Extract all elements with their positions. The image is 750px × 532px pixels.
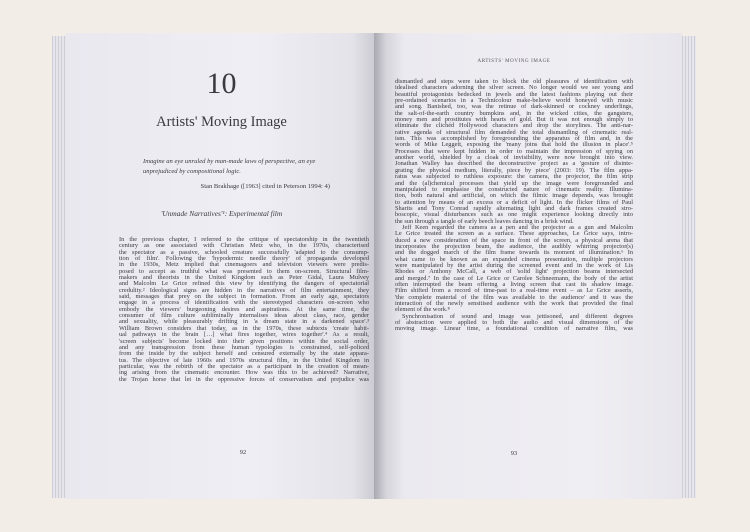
text-line: money men and prostitutes with hearts of gold. But it was not enough simply to — [395, 116, 633, 124]
page-number-right: 93 — [510, 450, 518, 457]
text-line: dismantled and steps were taken to block the old pleasures of identification with — [395, 78, 633, 85]
right-page-edges — [680, 36, 696, 498]
text-line: the Trojan horse that let in the oppressive forces of conservatism and prejudice was — [119, 375, 369, 383]
page-number-left: 92 — [239, 449, 247, 456]
text-line: what came to be known as an expanded cinema presentation, multiple projectors — [395, 255, 633, 263]
text-line: grating the physical medium, literally, piece by piece' (2003: 19). The film appa- — [395, 166, 633, 174]
text-line: tion, both natural and artificial, on which the filmic image depends, was brought — [395, 192, 633, 200]
text-line: the salt-of-the-earth country bumpkins and, in the wicked cities, the gangsters, — [395, 109, 633, 117]
chapter-number: 10 — [206, 67, 237, 100]
text-line: in the 1930s, Metz implied that cinemagoers and television viewers were predis- — [119, 261, 369, 269]
text-line: Jonathan Walley has described the deconstructive project as a 'gesture of disinte- — [395, 160, 633, 168]
text-line: ing arising from the cinematic encounter. How was this to be achieved? Narrative, — [119, 369, 369, 377]
text-line: tion of film'. Following the 'hypodermic needle theory' of propaganda developed — [119, 255, 369, 263]
text-line: and the dogged march of the film frame towards its moment of illumination.⁶ In — [395, 249, 633, 257]
text-line: and sexuality, while pleasurably drifting in 'a dream state in a darkened space'.³ — [119, 318, 369, 326]
text-line: to attention by means of an excess or a deficit of light. In the flicker films of Paul — [395, 198, 633, 206]
text-line: William Brown considers that today, as in the 1970s, these subtexts 'create habit- — [119, 324, 369, 332]
text-line: century as one associated with Christian Metz who, in the 1970s, characterised — [119, 242, 369, 250]
text-line: element of the work.⁸ — [395, 306, 450, 314]
text-line: tus. The objective of late 1960s and 1970s structural film, in the United Kingdom in — [119, 356, 369, 364]
text-line: and song. Banished, too, was the retinue of dark-skinned or cockney underlings, — [395, 103, 633, 111]
text-line: interaction of the newly sensitised audience with the work that provided the final — [395, 300, 633, 308]
text-line: and any transgression from these human typologies is constrained, self-policed — [119, 343, 369, 351]
text-line: Le Grice treated the screen as a surface. These approaches, Le Grice says, intro- — [395, 230, 633, 238]
text-line: ism. This was accomplished by foregrounding the apparatus of film and, in the — [395, 135, 633, 143]
text-line: posed to accept as truthful what was presented to them on-screen. Structural film- — [119, 267, 369, 275]
running-head: ARTISTS' MOVING IMAGE — [477, 59, 551, 64]
text-line: makers and theorists in the United Kingdom such as Peter Gidal, Laura Mulvey — [119, 274, 369, 282]
text-line: moving image. Linear time, a foundational condition of narrative film, was — [395, 325, 633, 333]
text-line: credulity.² Ideological signs are hidden in the narratives of film entertainment, they — [119, 286, 369, 294]
text-line: and merged.⁷ In the case of Le Grice or Carolee Schneemann, the body of the artist — [395, 274, 633, 282]
text-line: were manipulated by the artist during the screened event and in the work of Lis — [395, 261, 633, 269]
right-page-body — [395, 78, 633, 332]
text-line: Rhodes or Anthony McCall, a web of 'solid light' projection beams intersected — [395, 268, 633, 276]
text-line: often interrupted the beam offering a living screen that cast its shadow image. — [395, 281, 633, 288]
text-line: the spectator as a passive, schooled creature successfully 'adapted to the consump- — [119, 248, 369, 256]
text-line: Sharits and Tony Conrad rapidly alternating light and dark frames created stro- — [395, 204, 633, 212]
text-line: eliminate the clichéd Hollywood characters and drop the storylines. The anti-nar- — [395, 122, 633, 130]
text-line: particular, was the rebirth of the spectator as a participant in the creation of mean- — [119, 362, 369, 370]
text-line: duced a new consideration of the space in front of the screen, a physical arena that — [395, 236, 633, 244]
text-line: consumer of film culture subliminally internalises ideas about class, race, gender — [119, 312, 369, 320]
text-line: and Malcolm Le Grice refined this view by identifying the dangers of spectatorial — [119, 280, 369, 288]
left-page-body — [119, 236, 369, 382]
text-line: said, messages that prey on the subject in formation. From an early age, spectators — [119, 293, 369, 301]
text-line: the sun through a tangle of early beech leaves dancing in a brisk wind. — [395, 217, 574, 225]
text-line: Jeff Keen regarded the camera as a pen and the projector as a gun and Malcolm — [402, 223, 633, 231]
text-line: Synchronisation of sound and image was jettisoned, and different degrees — [402, 312, 633, 320]
text-line: engage in a process of identification with the stereotyped characters on-screen who — [119, 299, 369, 307]
epigraph-attribution: Stan Brakhage ([1963] cited in Peterson 1994: 4) — [200, 183, 330, 190]
text-line: ratus was subjected to ruthless exposure: the camera, the projector, the film strip — [395, 173, 633, 181]
text-line: of abstraction were applied to both the audio and visual dimensions of the — [395, 319, 633, 327]
text-line: Processes that were kept hidden in order to maintain the impression of spying on — [395, 147, 633, 155]
text-line: from the inside by the subject herself and censured externally by the state appara- — [119, 350, 369, 358]
chapter-title: Artists' Moving Image — [156, 114, 287, 130]
text-line: Film shifted from a record of time-past to a real-time event – as Le Grice asserts, — [395, 287, 633, 295]
text-line: 'the complete material of the film was available to the audience' and it was the — [395, 293, 633, 301]
text-line: another world, shielded by a cloak of invisibility, were now brought into view. — [395, 154, 633, 162]
text-line: pre-ordained scenarios in a Technicolour make-believe world honeyed with music — [395, 97, 633, 105]
text-line: idealised characters adorning the silver screen. No longer would we see young and — [395, 84, 633, 92]
text-line: incorporates the projection beam, the audience, the audibly whirring projector(s) — [395, 242, 633, 250]
text-line: 'screen subjects' become locked into their given positions within the social order, — [119, 337, 369, 345]
text-line: words of Mike Leggett, exposing the 'many joins that hold the illusion in place'.⁵ — [395, 141, 633, 149]
text-line: rative agenda of structural film demanded the total dismantling of cinematic real- — [395, 128, 633, 136]
text-line: manipulated to emphasise the constructed nature of cinematic reality. Illumina- — [395, 185, 633, 193]
text-line: beautiful protagonists bedecked in jewels and the latest fashions playing out their — [395, 90, 633, 98]
epigraph: Imagine an eye unruled by man-made laws of perspective, an eye unprejudiced by compositional logic. — [143, 158, 316, 175]
text-line: and the (al)chemical processes that yield up the image were foregrounded and — [395, 179, 633, 187]
text-line: In the previous chapter, I referred to the critique of spectatorship in the twentieth — [119, 236, 369, 243]
section-heading: 'Unmade Narratives'¹: Experimental film — [160, 209, 283, 218]
text-line: embody the viewers' burgeoning desires and aspirations. At the same time, the — [119, 305, 369, 313]
text-line: ual pathways in the brain […] what fires together, wires together'.⁴ As a result, — [119, 331, 369, 339]
text-line: boscopic, visual disturbances such as one might experience looking directly into — [395, 211, 633, 219]
